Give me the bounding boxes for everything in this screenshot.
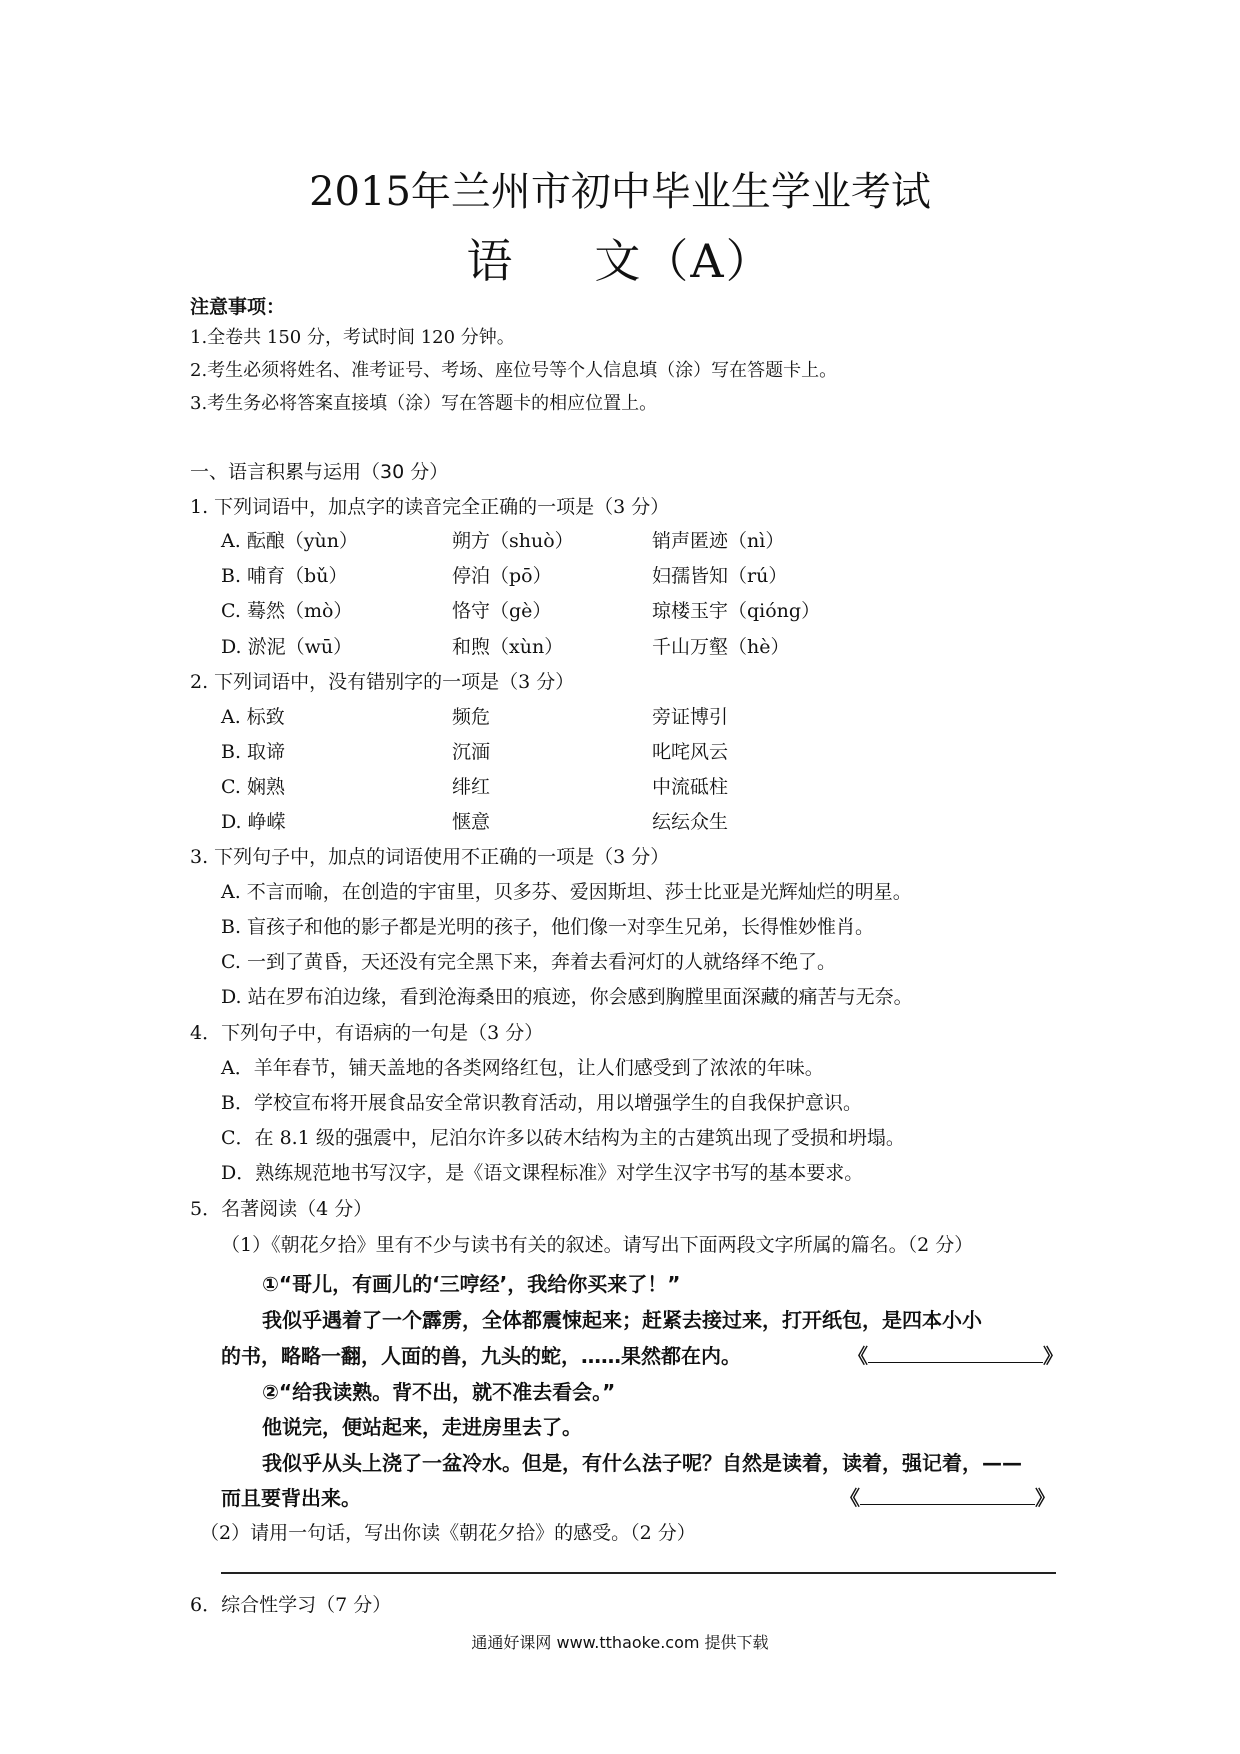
q3-option: C. 一到了黄昏，天还没有完全黑下来，奔着去看河灯的人就络绎不绝了。 [221,951,836,973]
answer-blank-2[interactable] [840,1482,1055,1511]
exam-title: 2015年兰州市初中毕业生学业考试 [309,169,931,215]
subject-title [0,225,1240,291]
blank-line [868,1344,1043,1363]
q2-option: A. 标致 [221,706,285,728]
book-bracket-open: 《 [840,1486,860,1510]
q2-option: 纭纭众生 [652,811,729,833]
book-bracket-close: 》 [1035,1486,1055,1510]
book-bracket-open: 《 [848,1344,868,1368]
subject-title-part1: 语 [466,234,515,288]
q4-option: D．熟练规范地书写汉字，是《语文课程标准》对学生汉字书写的基本要求。 [221,1162,864,1184]
q1-option: 和煦（xùn） [452,636,564,658]
blank-line [860,1486,1035,1505]
q2-option: C. 娴熟 [221,776,285,798]
section-heading: 一、语言积累与运用（30 分） [190,461,449,483]
answer-blank-1[interactable] [848,1340,1063,1369]
q4-option: A．羊年春节，铺天盖地的各类网络红包，让人们感受到了浓浓的年味。 [221,1057,824,1079]
notice-heading: 注意事项： [190,296,286,318]
question-3-stem: 3. 下列句子中，加点的词语使用不正确的一项是（3 分） [190,846,670,868]
q2-option: D. 峥嵘 [221,811,286,833]
footer-text: 通通好课网 www.tthaoke.com 提供下载 [471,1633,769,1652]
passage-2-line: 而且要背出来。 [221,1486,361,1510]
q2-option: 旁证博引 [652,706,729,728]
notice-item: 2.考生必须将姓名、准考证号、考场、座位号等个人信息填（涂）写在答题卡上。 [190,360,838,381]
q3-option: B. 盲孩子和他的影子都是光明的孩子，他们像一对孪生兄弟，长得惟妙惟肖。 [221,916,875,938]
question-5-stem: 5．名著阅读（4 分） [190,1198,373,1220]
passage-1-line: 的书，略略一翻，人面的兽，九头的蛇，……果然都在内。 [221,1344,741,1368]
question-4-stem: 4．下列句子中，有语病的一句是（3 分） [190,1022,544,1044]
q2-option: 绯红 [452,776,491,798]
q2-option: 沉湎 [452,741,491,763]
q2-option: B. 取谛 [221,741,286,763]
q4-option: B．学校宣布将开展食品安全常识教育活动，用以增强学生的自我保护意识。 [221,1092,862,1114]
q1-option: 销声匿迹（nì） [652,530,785,552]
q1-option: 琼楼玉宇（qióng） [652,600,821,622]
q4-option: C．在 8.1 级的强震中，尼泊尔许多以砖木结构为主的古建筑出现了受损和坍塌。 [221,1127,905,1149]
subject-title-part2: 文（A） [594,234,774,288]
q1-option: A. 酝酿（yùn） [221,530,359,552]
question-6-stem: 6．综合性学习（7 分） [190,1594,392,1616]
book-bracket-close: 》 [1043,1344,1063,1368]
q2-option: 惬意 [452,811,491,833]
q5-subquestion-1: （1）《朝花夕拾》里有不少与读书有关的叙述。请写出下面两段文字所属的篇名。（2 分） [221,1234,974,1256]
q2-option: 中流砥柱 [652,776,729,798]
q2-option: 频危 [452,706,491,728]
question-2-stem: 2. 下列词语中，没有错别字的一项是（3 分） [190,671,575,693]
q1-option: 恪守（gè） [452,600,552,622]
q1-option: C. 蓦然（mò） [221,600,353,622]
q3-option: D. 站在罗布泊边缘，看到沧海桑田的痕迹，你会感到胸膛里面深藏的痛苦与无奈。 [221,986,913,1008]
notice-item: 3.考生务必将答案直接填（涂）写在答题卡的相应位置上。 [190,393,658,414]
passage-2-line: 我似乎从头上浇了一盆冷水。但是，有什么法子呢？自然是读着，读着，强记着，—— [262,1451,1022,1475]
q1-option: 千山万壑（hè） [652,636,790,658]
q1-option: B. 哺育（bǔ） [221,565,348,587]
answer-line[interactable] [221,1572,1056,1574]
passage-2-line: ②“给我读熟。背不出，就不准去看会。” [262,1380,616,1404]
q1-option: 停泊（pō） [452,565,552,587]
passage-2-line: 他说完，便站起来，走进房里去了。 [262,1415,582,1439]
q2-option: 叱咤风云 [652,741,729,763]
passage-1-line: ①“哥儿，有画儿的‘三哼经’，我给你买来了！” [262,1272,681,1296]
q1-option: D. 淤泥（wū） [221,636,353,658]
notice-item: 1.全卷共 150 分，考试时间 120 分钟。 [190,327,515,348]
q5-subquestion-2: （2）请用一句话，写出你读《朝花夕拾》的感受。（2 分） [200,1522,696,1544]
q3-option: A. 不言而喻，在创造的宇宙里，贝多芬、爱因斯坦、莎士比亚是光辉灿烂的明星。 [221,881,912,903]
passage-1-line: 我似乎遇着了一个霹雳，全体都震悚起来；赶紧去接过来，打开纸包，是四本小小 [262,1308,982,1332]
q1-option: 妇孺皆知（rú） [652,565,788,587]
question-1-stem: 1. 下列词语中，加点字的读音完全正确的一项是（3 分） [190,496,670,518]
q1-option: 朔方（shuò） [452,530,574,552]
